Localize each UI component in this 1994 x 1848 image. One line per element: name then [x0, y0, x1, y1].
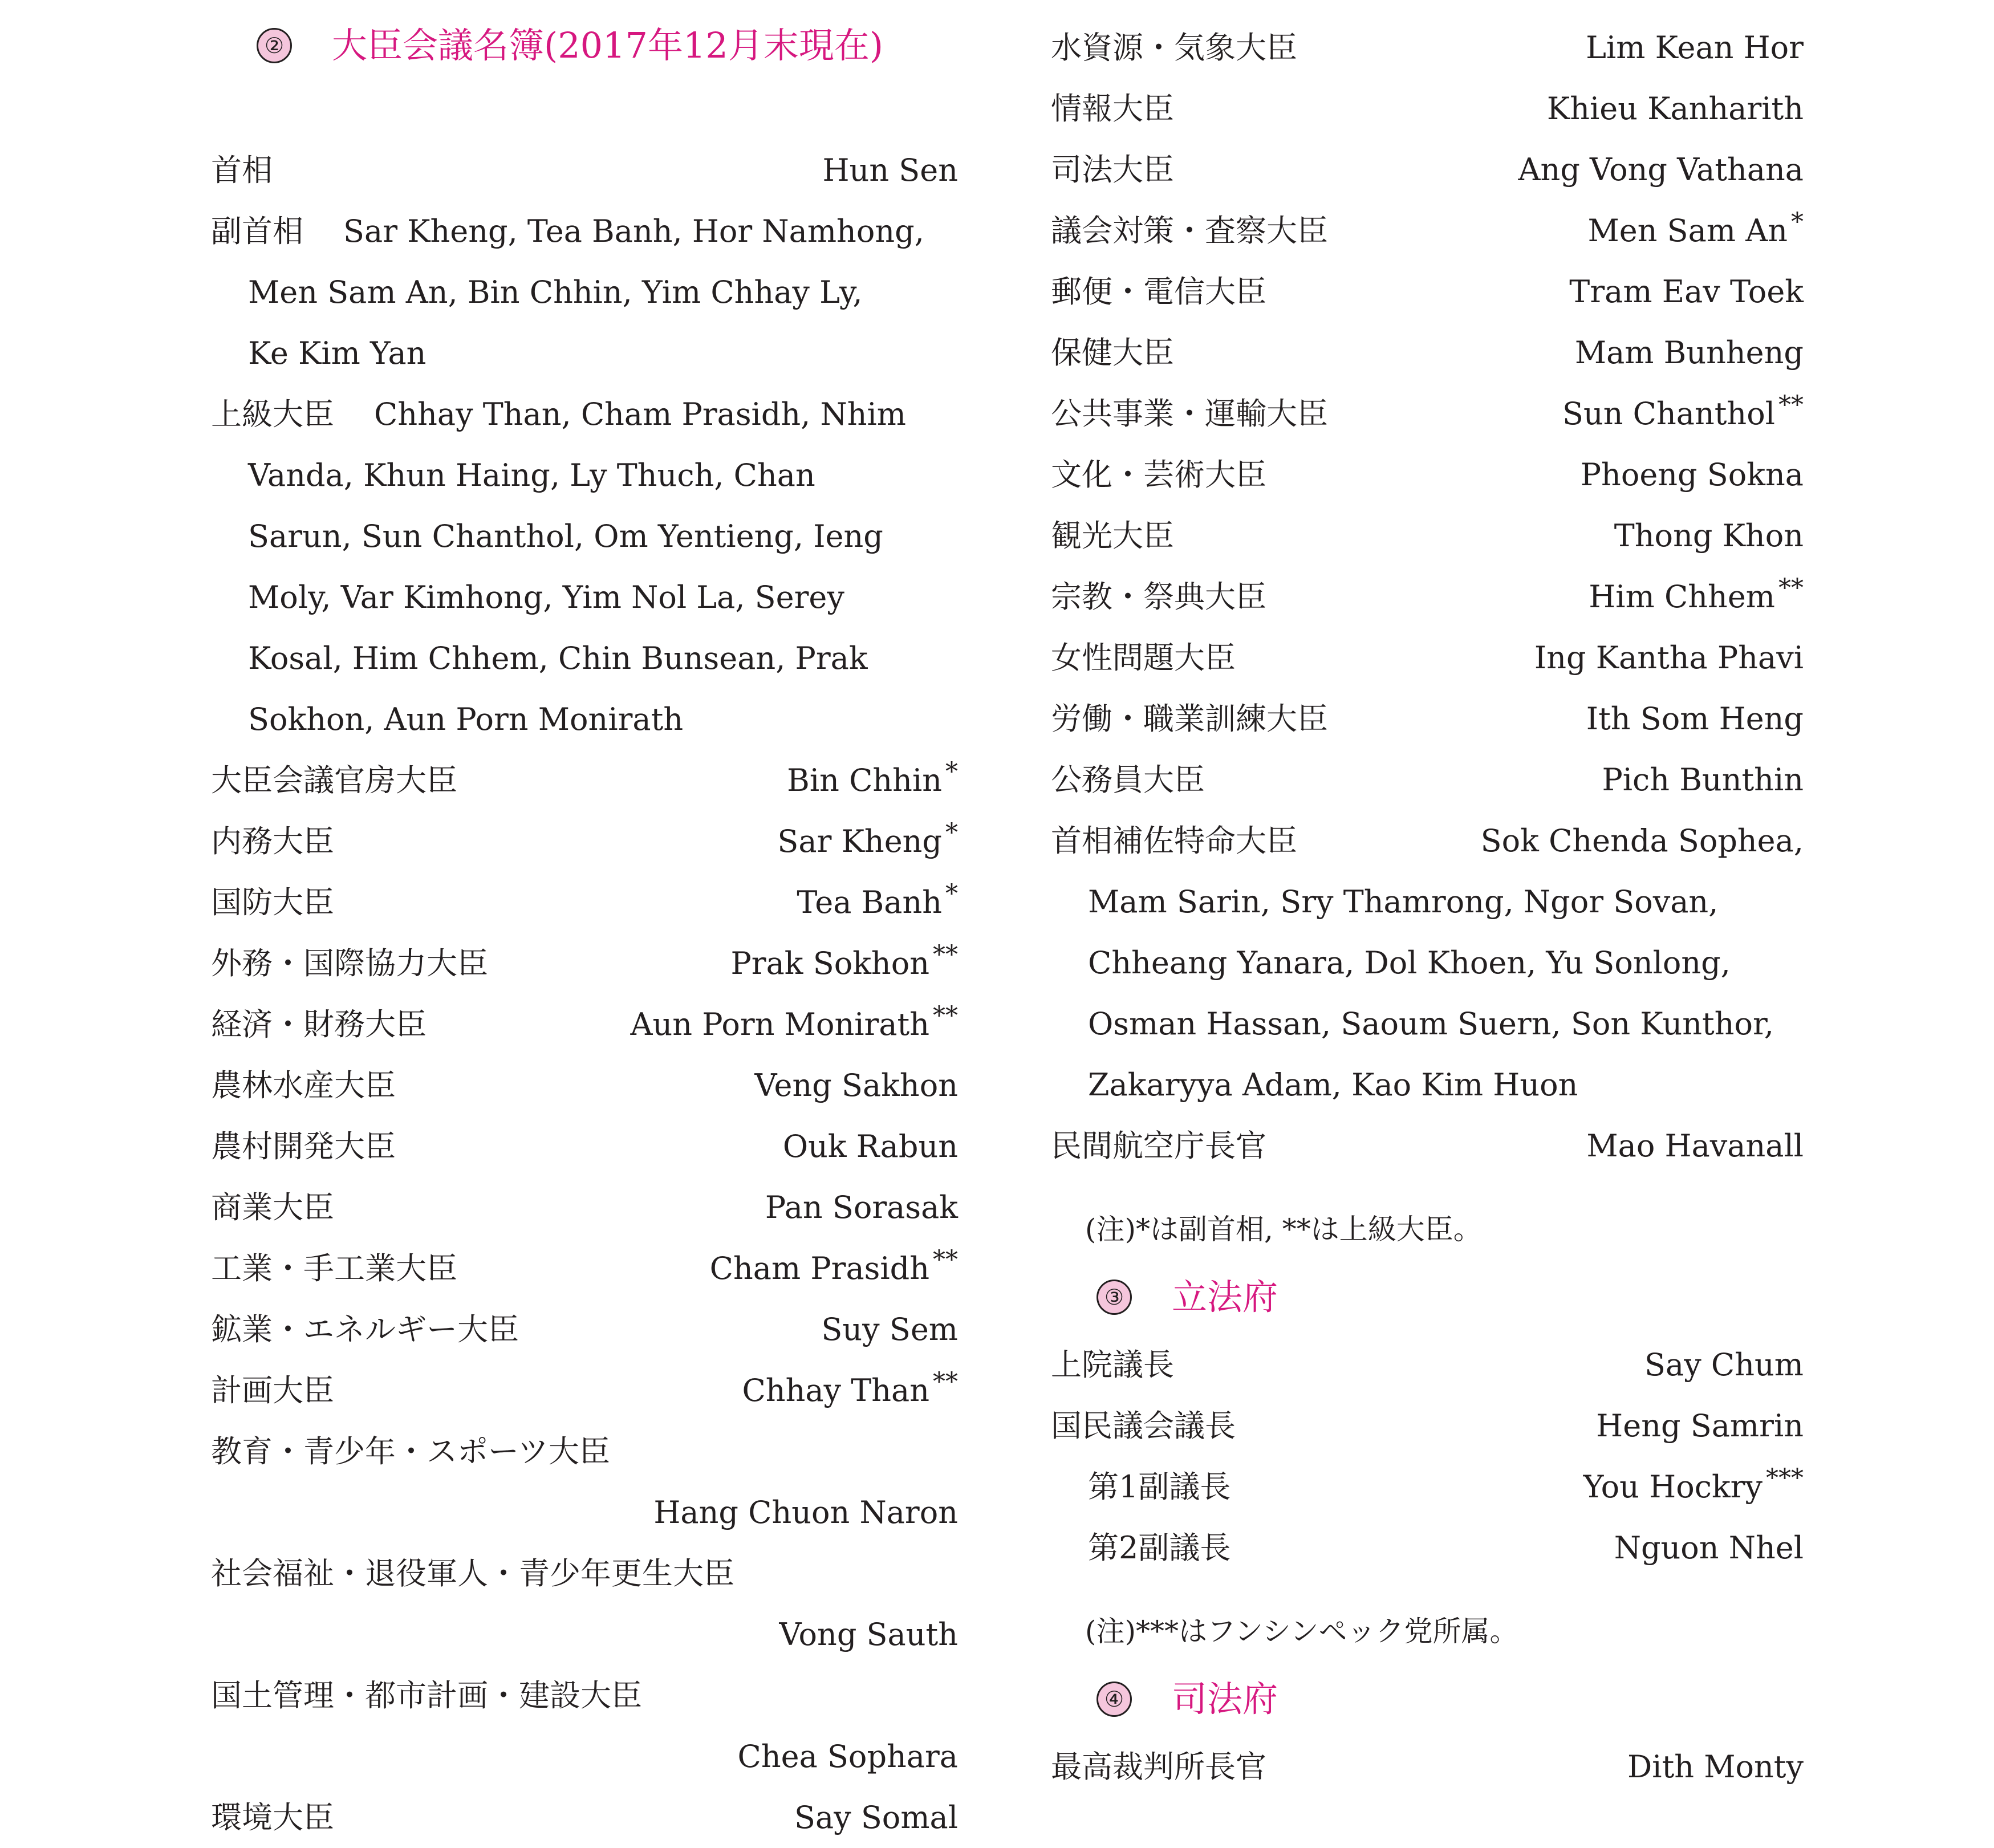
role-title: 観光大臣	[1051, 518, 1174, 554]
name-text: Suy Sem	[821, 1311, 958, 1347]
role-title: 計画大臣	[211, 1372, 334, 1408]
minister-row	[1051, 566, 1804, 627]
role-title: 宗教・祭典大臣	[1051, 579, 1266, 615]
name-line: Moly, Var Kimhong, Yim Nol La, Serey	[248, 579, 844, 615]
minister-name	[631, 994, 958, 1055]
name-text: Ith Som Heng	[1586, 701, 1804, 737]
minister-name: Mao Havanall	[1586, 1128, 1804, 1164]
minister-row	[1051, 261, 1804, 322]
name-text: Pich Bunthin	[1602, 762, 1804, 798]
footnote-mark: **	[933, 940, 958, 969]
role-title: 農林水産大臣	[211, 1067, 396, 1103]
social-name-row	[211, 1604, 958, 1665]
footnote-mark: **	[933, 1367, 958, 1396]
role-title: 上院議長	[1051, 1347, 1174, 1383]
left-minister-list	[211, 750, 958, 1421]
role-title: 司法大臣	[1051, 152, 1174, 188]
role-title: 大臣会議官房大臣	[211, 762, 457, 798]
role-title: 公共事業・運輸大臣	[1051, 396, 1328, 432]
name-text: Phoeng Sokna	[1580, 457, 1804, 493]
name-line: Chheang Yanara, Dol Khoen, Yu Sonlong,	[1088, 945, 1731, 981]
cabinet-heading	[211, 9, 958, 83]
minister-name	[1587, 200, 1804, 261]
education-name-row	[211, 1482, 958, 1543]
minister-row	[1051, 383, 1804, 444]
education-row	[211, 1421, 958, 1482]
minister-name	[730, 933, 958, 994]
section-number-badge: ④	[1097, 1682, 1132, 1717]
name-text: Men Sam An	[1587, 213, 1788, 249]
senior-minister-block	[211, 384, 958, 750]
role-title: 第1副議長	[1088, 1469, 1231, 1505]
minister-row	[1051, 688, 1804, 749]
minister-row	[211, 1055, 958, 1116]
role-title: 公務員大臣	[1051, 762, 1205, 798]
minister-name	[821, 1299, 958, 1360]
cabinet-note: (注)*は副首相, **は上級大臣。	[1085, 1213, 1482, 1246]
name-text: Say Chum	[1644, 1347, 1804, 1383]
minister-row	[1051, 1395, 1804, 1456]
legislature-heading	[1051, 1260, 1804, 1334]
role-title: 情報大臣	[1051, 91, 1174, 127]
minister-name	[1547, 78, 1804, 139]
role-title: 郵便・電信大臣	[1051, 274, 1266, 310]
role-title: 社会福祉・退役軍人・青少年更生大臣	[211, 1555, 734, 1591]
minister-row	[211, 750, 958, 811]
minister-row	[1051, 1334, 1804, 1395]
minister-name	[1614, 505, 1804, 566]
pm-row	[211, 140, 958, 201]
name-line: Chhay Than, Cham Prasidh, Nhim	[374, 396, 907, 432]
footnote-mark: **	[1778, 391, 1804, 420]
legislature-list	[1051, 1334, 1804, 1456]
name-text: Ang Vong Vathana	[1518, 152, 1804, 188]
minister-name	[1589, 566, 1804, 627]
name-text: Him Chhem	[1589, 579, 1775, 615]
name-text: Sar Kheng	[777, 823, 942, 859]
minister-row	[1051, 322, 1804, 383]
role-title: 環境大臣	[211, 1800, 334, 1835]
minister-row	[1088, 1456, 1804, 1517]
footnote-mark: ***	[1766, 1464, 1804, 1493]
name-text: Cham Prasidh	[709, 1250, 929, 1286]
name-line: Kosal, Him Chhem, Chin Bunsean, Prak	[248, 640, 868, 676]
name-text: Chhay Than	[742, 1372, 929, 1408]
minister-row	[211, 1299, 958, 1360]
role-title: 経済・財務大臣	[211, 1006, 427, 1042]
name-line: Sok Chenda Sophea,	[1480, 823, 1804, 859]
name-line: Men Sam An, Bin Chhin, Yim Chhay Ly,	[248, 274, 863, 310]
minister-name	[1586, 17, 1804, 78]
name-text: Heng Samrin	[1596, 1408, 1804, 1444]
social-row	[211, 1543, 958, 1604]
minister-name: Hun Sen	[822, 152, 958, 188]
name-text: Sun Chanthol	[1562, 396, 1775, 432]
role-title: 文化・芸術大臣	[1051, 457, 1266, 493]
name-text: Mam Bunheng	[1574, 335, 1804, 371]
minister-row	[1051, 627, 1804, 688]
minister-row	[211, 994, 958, 1055]
name-text: Ing Kantha Phavi	[1534, 640, 1804, 676]
name-text: You Hockry	[1583, 1469, 1762, 1505]
role-title: 女性問題大臣	[1051, 640, 1236, 676]
role-title: 国土管理・都市計画・建設大臣	[211, 1678, 642, 1713]
minister-row	[1051, 200, 1804, 261]
right-column	[1051, 0, 1804, 1797]
minister-row	[1051, 444, 1804, 505]
minister-name	[1518, 139, 1804, 200]
legislature-heading-text: 立法府	[1172, 1276, 1278, 1318]
minister-name	[1534, 627, 1804, 688]
legislature-note: (注)***はフンシンペック党所属。	[1085, 1615, 1518, 1648]
role-title: 農村開発大臣	[211, 1128, 396, 1164]
name-line: Sokhon, Aun Porn Monirath	[248, 701, 684, 737]
minister-name	[1644, 1334, 1804, 1395]
name-text: Veng Sakhon	[754, 1067, 958, 1103]
cabinet-heading-text: 大臣会議名簿(2017年12月末現在)	[332, 25, 884, 66]
name-line: Mam Sarin, Sry Thamrong, Ngor Sovan,	[1088, 884, 1719, 920]
name-text: Lim Kean Hor	[1586, 30, 1804, 66]
role-title: 外務・国際協力大臣	[211, 945, 488, 981]
judiciary-heading-text: 司法府	[1172, 1678, 1278, 1720]
minister-name: Chea Sophara	[737, 1739, 958, 1774]
aviation-row	[1051, 1115, 1804, 1176]
judiciary-heading	[1051, 1662, 1804, 1736]
minister-row	[1051, 17, 1804, 78]
role-title: 民間航空庁長官	[1051, 1128, 1266, 1164]
legislature-vice-list	[1051, 1456, 1804, 1578]
section-number-badge: ③	[1097, 1280, 1132, 1315]
minister-name: Vong Sauth	[779, 1617, 958, 1652]
name-line: Sarun, Sun Chanthol, Om Yentieng, Ieng	[248, 518, 883, 554]
minister-row	[1051, 505, 1804, 566]
role-title: 上級大臣	[211, 396, 334, 432]
section-number-badge: ②	[257, 28, 292, 63]
minister-row	[1051, 749, 1804, 810]
deputy-pm-block	[211, 201, 958, 384]
environment-row	[211, 1787, 958, 1848]
minister-name	[1614, 1517, 1804, 1578]
footnote-mark: *	[945, 879, 958, 908]
role-title: 国民議会議長	[1051, 1408, 1236, 1444]
name-line: Osman Hassan, Saoum Suern, Son Kunthor,	[1088, 1006, 1774, 1042]
minister-name	[777, 811, 958, 872]
footnote-mark: *	[945, 757, 958, 786]
minister-name	[797, 872, 958, 933]
role-title: 水資源・気象大臣	[1051, 30, 1297, 66]
minister-name	[710, 1238, 958, 1299]
name-text: Thong Khon	[1614, 518, 1804, 554]
minister-name	[755, 1055, 958, 1116]
minister-name	[1583, 1456, 1804, 1517]
minister-name	[1569, 261, 1804, 322]
name-text: Tea Banh	[797, 884, 942, 920]
role-title: 第2副議長	[1088, 1530, 1231, 1566]
minister-row	[1051, 139, 1804, 200]
judiciary-row	[1051, 1736, 1804, 1797]
footnote-mark: **	[1778, 574, 1804, 603]
role-title: 労働・職業訓練大臣	[1051, 701, 1328, 737]
minister-row	[1051, 78, 1804, 139]
role-title: 首相補佐特命大臣	[1051, 823, 1297, 859]
role-title: 最高裁判所長官	[1051, 1749, 1266, 1785]
minister-name	[1602, 749, 1804, 810]
role-title: 副首相	[211, 213, 303, 249]
minister-name	[765, 1177, 958, 1238]
name-text: Pan Sorasak	[765, 1189, 958, 1225]
name-text: Bin Chhin	[787, 762, 942, 798]
minister-name	[1596, 1395, 1804, 1456]
minister-row	[211, 872, 958, 933]
minister-name	[1562, 383, 1804, 444]
footnote-mark: **	[933, 1245, 958, 1274]
role-title: 商業大臣	[211, 1189, 334, 1225]
special-minister-block	[1051, 810, 1804, 1115]
role-title: 内務大臣	[211, 823, 334, 859]
right-minister-list	[1051, 17, 1804, 810]
name-line: Vanda, Khun Haing, Ly Thuch, Chan	[248, 457, 815, 493]
name-line: Sar Kheng, Tea Banh, Hor Namhong,	[343, 213, 924, 249]
left-column	[211, 0, 958, 1848]
minister-row	[1088, 1517, 1804, 1578]
minister-name	[783, 1116, 958, 1177]
minister-name	[1586, 688, 1804, 749]
role-title: 首相	[211, 152, 273, 188]
minister-row	[211, 1116, 958, 1177]
minister-row	[211, 811, 958, 872]
minister-name: Hang Chuon Naron	[653, 1494, 958, 1530]
minister-name	[787, 750, 958, 811]
name-text: Khieu Kanharith	[1546, 91, 1804, 127]
minister-name	[1581, 444, 1804, 505]
land-row	[211, 1665, 958, 1726]
minister-row	[211, 1238, 958, 1299]
role-title: 国防大臣	[211, 884, 334, 920]
name-text: Ouk Rabun	[782, 1128, 958, 1164]
name-text: Nguon Nhel	[1614, 1530, 1804, 1566]
role-title: 鉱業・エネルギー大臣	[211, 1311, 519, 1347]
role-title: 保健大臣	[1051, 335, 1174, 371]
role-title: 工業・手工業大臣	[211, 1250, 457, 1286]
role-title: 議会対策・査察大臣	[1051, 213, 1328, 249]
minister-name	[1575, 322, 1804, 383]
name-text: Prak Sokhon	[730, 945, 929, 981]
role-title: 教育・青少年・スポーツ大臣	[211, 1433, 610, 1469]
minister-name	[742, 1360, 958, 1421]
minister-name: Say Somal	[794, 1800, 958, 1835]
minister-name: Dith Monty	[1627, 1749, 1804, 1785]
minister-row	[211, 933, 958, 994]
name-line: Ke Kim Yan	[248, 335, 427, 371]
name-text: Aun Porn Monirath	[630, 1006, 929, 1042]
name-text: Tram Eav Toek	[1569, 274, 1804, 310]
minister-row	[211, 1177, 958, 1238]
footnote-mark: **	[933, 1001, 958, 1030]
name-line: Zakaryya Adam, Kao Kim Huon	[1088, 1067, 1578, 1103]
land-name-row	[211, 1726, 958, 1787]
footnote-mark: *	[1791, 208, 1804, 237]
minister-row	[211, 1360, 958, 1421]
footnote-mark: *	[945, 818, 958, 847]
